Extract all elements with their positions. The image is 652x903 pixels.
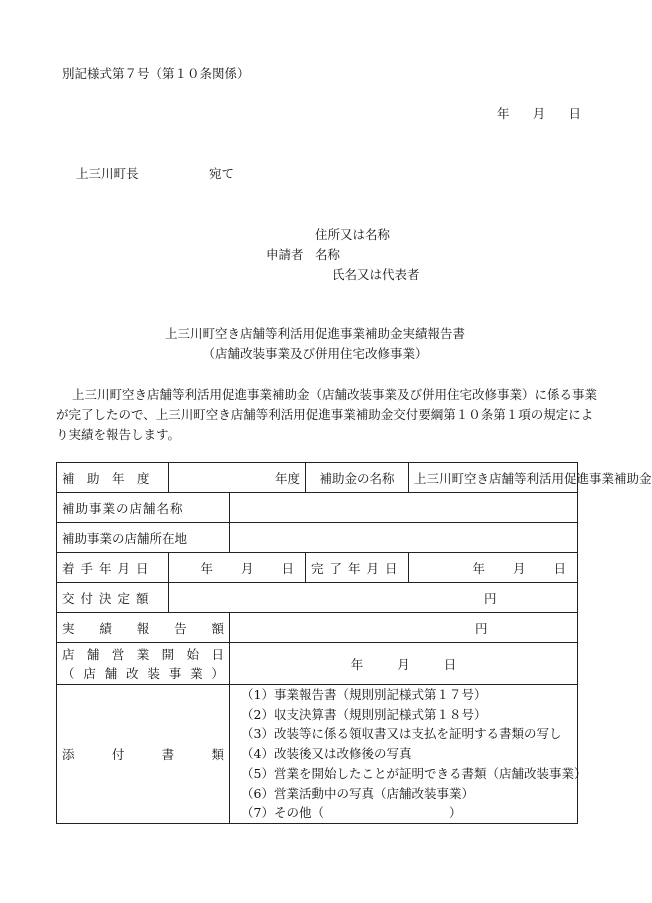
attachment-item: （3）改装等に係る領収書又は支払を証明する書類の写し <box>241 726 562 742</box>
business-start-value[interactable] <box>230 643 578 685</box>
fiscal-year-value[interactable]: 年度 <box>169 463 306 493</box>
attachments-label-char: 書 <box>161 746 175 762</box>
actual-amount-label-char: 報 <box>136 620 150 636</box>
table-row <box>57 463 578 493</box>
business-start-sub-char: ） <box>211 665 224 681</box>
business-start-sub-char: 装 <box>147 665 160 681</box>
subsidy-name-label: 補助金の名称 <box>306 463 409 493</box>
business-start-label-char: 日 <box>211 646 224 662</box>
actual-amount-label-char: 実 <box>62 620 75 636</box>
attachments-label-char: 付 <box>111 746 125 762</box>
table-row <box>57 643 578 685</box>
start-date-label: 着手年月日 <box>57 553 169 583</box>
fiscal-year-label: 補 助 年 度 <box>57 463 169 493</box>
completion-year: 年 <box>472 560 485 576</box>
document-subtitle: （店舗改装事業及び併用住宅改修事業） <box>202 346 428 361</box>
grant-amount-value[interactable] <box>169 583 578 613</box>
store-name-value[interactable] <box>230 493 578 523</box>
actual-amount-label-char: 告 <box>174 620 187 636</box>
table-row <box>57 583 578 613</box>
attachments-label-char: 類 <box>211 746 224 762</box>
store-name-label: 補助事業の店舗名称 <box>57 493 230 523</box>
business-start-label-char: 始 <box>186 646 200 662</box>
attachments-label <box>57 685 230 824</box>
business-start-label-char: 舗 <box>86 646 100 662</box>
store-address-value[interactable] <box>230 523 578 553</box>
actual-amount-value[interactable] <box>230 613 578 643</box>
completion-date-value[interactable] <box>409 553 578 583</box>
applicant-name-label: 名称 <box>315 247 341 262</box>
attachment-item: （1）事業報告書（規則別記様式第１７号） <box>241 687 487 702</box>
business-year: 年 <box>350 656 364 672</box>
business-start-label-char: 開 <box>161 646 175 662</box>
start-date-value[interactable] <box>169 553 306 583</box>
report-table <box>56 462 652 824</box>
document-title: 上三川町空き店舗等利活用促進事業補助金実績報告書 <box>164 326 465 341</box>
actual-amount-label-char: 額 <box>211 620 224 636</box>
start-day: 日 <box>281 560 295 576</box>
attachments-label-char: 添 <box>62 746 75 762</box>
attachment-item: （5）営業を開始したことが証明できる書類（店舗改装事業） <box>241 765 587 781</box>
body-line-3: り実績を報告します。 <box>56 427 181 442</box>
business-month: 月 <box>397 656 410 672</box>
header-year: 年 <box>497 106 510 121</box>
applicant-role-label: 申請者 <box>266 247 304 262</box>
applicant-rep-label: 氏名又は代表者 <box>332 267 420 282</box>
subsidy-name-value: 上三川町空き店舗等利活用促進事業補助金 <box>409 463 578 493</box>
attachment-item: （6）営業活動中の写真（店舗改装事業） <box>241 785 474 801</box>
addressee-suffix: 宛て <box>209 166 235 181</box>
header-date <box>497 104 581 122</box>
business-start-sub-char: 改 <box>126 665 139 681</box>
table-row <box>57 613 578 643</box>
business-start-label-char: 営 <box>111 646 125 662</box>
body-line-1: 上三川町空き店舗等利活用促進事業補助金（店舗改装事業及び併用住宅改修事業）に係る事業 <box>72 387 598 402</box>
business-start-sub-char: （ <box>62 665 75 681</box>
grant-yen: 円 <box>484 590 497 606</box>
store-address-label: 補助事業の店舗所在地 <box>57 523 230 553</box>
table-row <box>57 493 578 523</box>
business-start-sub-char: 事 <box>168 665 182 681</box>
business-start-sub-char: 舗 <box>104 665 118 681</box>
header-day: 日 <box>568 106 581 121</box>
attachment-item: （4）改装後又は改修後の写真 <box>241 746 412 762</box>
business-day: 日 <box>443 656 457 672</box>
table-row <box>57 553 578 583</box>
business-start-sub-char: 業 <box>190 665 203 681</box>
start-year: 年 <box>200 560 213 576</box>
applicant-address-label: 住所又は名称 <box>315 227 391 242</box>
table-row <box>57 685 578 824</box>
start-month: 月 <box>240 560 254 576</box>
body-line-2: が完了したので、上三川町空き店舗等利活用促進事業補助金交付要綱第１０条第１項の規定によ <box>56 407 594 422</box>
actual-amount-label <box>57 613 230 643</box>
actual-yen: 円 <box>475 620 488 636</box>
grant-amount-label: 交付決定額 <box>57 583 169 613</box>
actual-amount-label-char: 績 <box>99 620 112 636</box>
completion-date-label: 完了年月日 <box>306 553 409 583</box>
business-start-label-char: 店 <box>62 646 75 662</box>
attachment-item: （7）その他（ ） <box>241 805 462 821</box>
business-start-label-char: 業 <box>136 646 150 662</box>
business-start-label <box>57 643 230 685</box>
table-row <box>57 523 578 553</box>
form-number: 別記様式第７号（第１０条関係） <box>62 66 250 81</box>
header-month: 月 <box>532 106 546 121</box>
attachments-list <box>230 685 587 824</box>
completion-day: 日 <box>553 560 567 576</box>
addressee-name: 上三川町長 <box>76 166 139 181</box>
completion-month: 月 <box>512 560 526 576</box>
business-start-sub-char: 店 <box>83 665 96 681</box>
attachment-item: （2）収支決算書（規則別記様式第１８号） <box>241 706 487 722</box>
